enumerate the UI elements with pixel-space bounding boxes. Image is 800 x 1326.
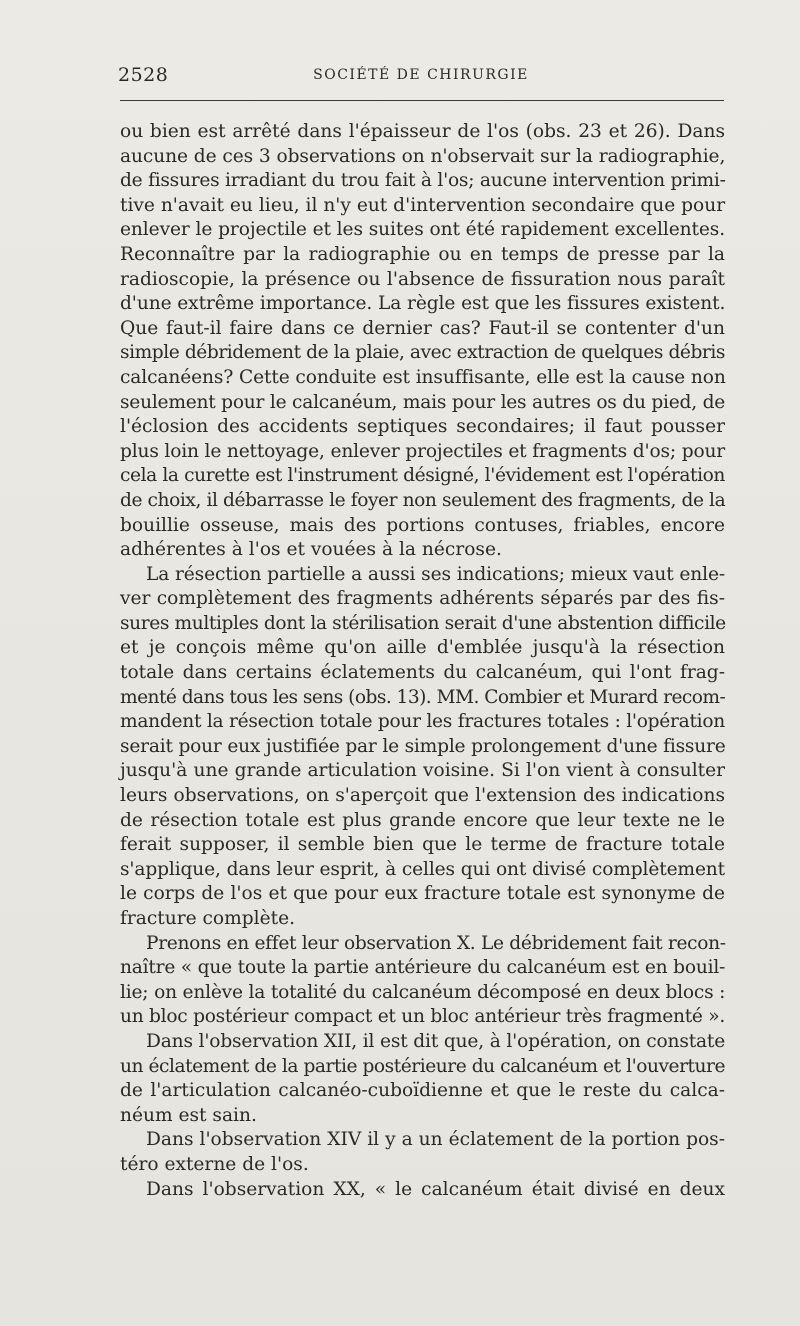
text-line: cela la curette est l'instrument désigné, l'évidement est l'opération	[120, 465, 725, 487]
paragraph	[120, 1128, 725, 1177]
text-line: le corps de l'os et que pour eux fracture totale est synonyme de	[120, 883, 725, 905]
text-line: lie; on enlève la totalité du calcanéum décomposé en deux blocs :	[120, 981, 726, 1003]
text-line: un bloc postérieur compact et un bloc antérieur très fragmenté ».	[120, 1006, 726, 1028]
paragraph	[120, 1178, 725, 1203]
text-line: sures multiples dont la stérilisation serait d'une abstention difficile	[120, 612, 726, 634]
running-head: SOCIÉTÉ DE CHIRURGIE	[313, 67, 529, 83]
text-line: tive n'avait eu lieu, il n'y eut d'intervention secondaire que pour	[120, 194, 726, 216]
text-line: jusqu'à une grande articulation voisine. Si l'on vient à consulter	[120, 760, 725, 782]
text-line: Dans l'observation XII, il est dit que, à l'opération, on constate	[146, 1030, 726, 1052]
text-line: calcanéens? Cette conduite est insuffisante, elle est la cause non	[120, 366, 726, 388]
text-line: Dans l'observation XIV il y a un éclatement de la portion pos-	[146, 1129, 725, 1151]
text-line: de résection totale est plus grande encore que leur texte ne le	[120, 809, 725, 831]
paragraph	[120, 1030, 725, 1128]
text-line: Que faut-il faire dans ce dernier cas? Faut-il se contenter d'un	[120, 317, 725, 339]
text-line: serait pour eux justifiée par le simple prolongement d'une fissure	[120, 735, 726, 757]
text-line: adhérentes à l'os et vouées à la nécrose.	[120, 539, 502, 561]
text-line: néum est sain.	[120, 1104, 257, 1126]
text-line: plus loin le nettoyage, enlever projectiles et fragments d'os; pour	[120, 440, 725, 462]
text-line: ferait supposer, il semble bien que le terme de fracture totale	[120, 834, 725, 856]
paragraph	[120, 932, 725, 1030]
text-line: de choix, il débarrasse le foyer non seulement des fragments, de la	[120, 489, 726, 511]
text-line: ver complètement des fragments adhérents séparés par des fis-	[120, 588, 725, 610]
text-line: simple débridement de la plaie, avec extraction de quelques débris	[120, 342, 725, 364]
text-line: mandent la résection totale pour les fractures totales : l'opération	[120, 711, 725, 733]
text-line: ou bien est arrêté dans l'épaisseur de l'os (obs. 23 et 26). Dans	[120, 121, 725, 142]
paragraph	[120, 120, 725, 563]
text-line: leurs observations, on s'aperçoit que l'extension des indications	[120, 785, 725, 807]
text-line: téro externe de l'os.	[120, 1153, 309, 1175]
page-header	[118, 64, 724, 90]
text-line: fracture complète.	[120, 908, 295, 929]
text-line: de l'articulation calcanéo-cuboïdienne et que le reste du calca-	[120, 1080, 725, 1102]
paragraph	[120, 563, 725, 932]
text-line: seulement pour le calcanéum, mais pour les autres os du pied, de	[120, 391, 726, 413]
text-line: et je conçois même qu'on aille d'emblée jusqu'à la résection	[120, 637, 725, 659]
text-line: Reconnaître par la radiographie ou en temps de presse par la	[120, 243, 725, 265]
text-line: naître « que toute la partie antérieure du calcanéum est en bouil-	[120, 957, 726, 979]
page-number: 2528	[118, 64, 169, 86]
text-line: l'éclosion des accidents septiques secondaires; il faut pousser	[120, 416, 725, 438]
text-line: aucune de ces 3 observations on n'observait sur la radiographie,	[120, 145, 726, 167]
text-line: d'une extrême importance. La règle est que les fissures existent.	[120, 293, 726, 315]
text-line: La résection partielle a aussi ses indications; mieux vaut enle-	[146, 563, 725, 585]
text-line: enlever le projectile et les suites ont été rapidement excellentes.	[120, 219, 726, 241]
text-line: Prenons en effet leur observation X. Le débridement fait recon-	[146, 932, 726, 954]
text-line: radioscopie, la présence ou l'absence de fissuration nous paraît	[120, 268, 725, 290]
text-line: un éclatement de la partie postérieure du calcanéum et l'ouverture	[120, 1055, 725, 1077]
text-line: de fissures irradiant du trou fait à l'os; aucune intervention primi-	[120, 170, 726, 192]
text-line: Dans l'observation XX, « le calcanéum était divisé en deux	[146, 1178, 725, 1200]
text-line: bouillie osseuse, mais des portions contuses, friables, encore	[120, 514, 725, 536]
header-rule	[120, 100, 724, 101]
body-text	[120, 120, 725, 1202]
text-line: menté dans tous les sens (obs. 13). MM. Combier et Murard recom-	[120, 686, 726, 708]
text-line: s'applique, dans leur esprit, à celles qui ont divisé complètement	[120, 858, 725, 880]
text-line: totale dans certains éclatements du calcanéum, qui l'ont frag-	[120, 662, 725, 684]
